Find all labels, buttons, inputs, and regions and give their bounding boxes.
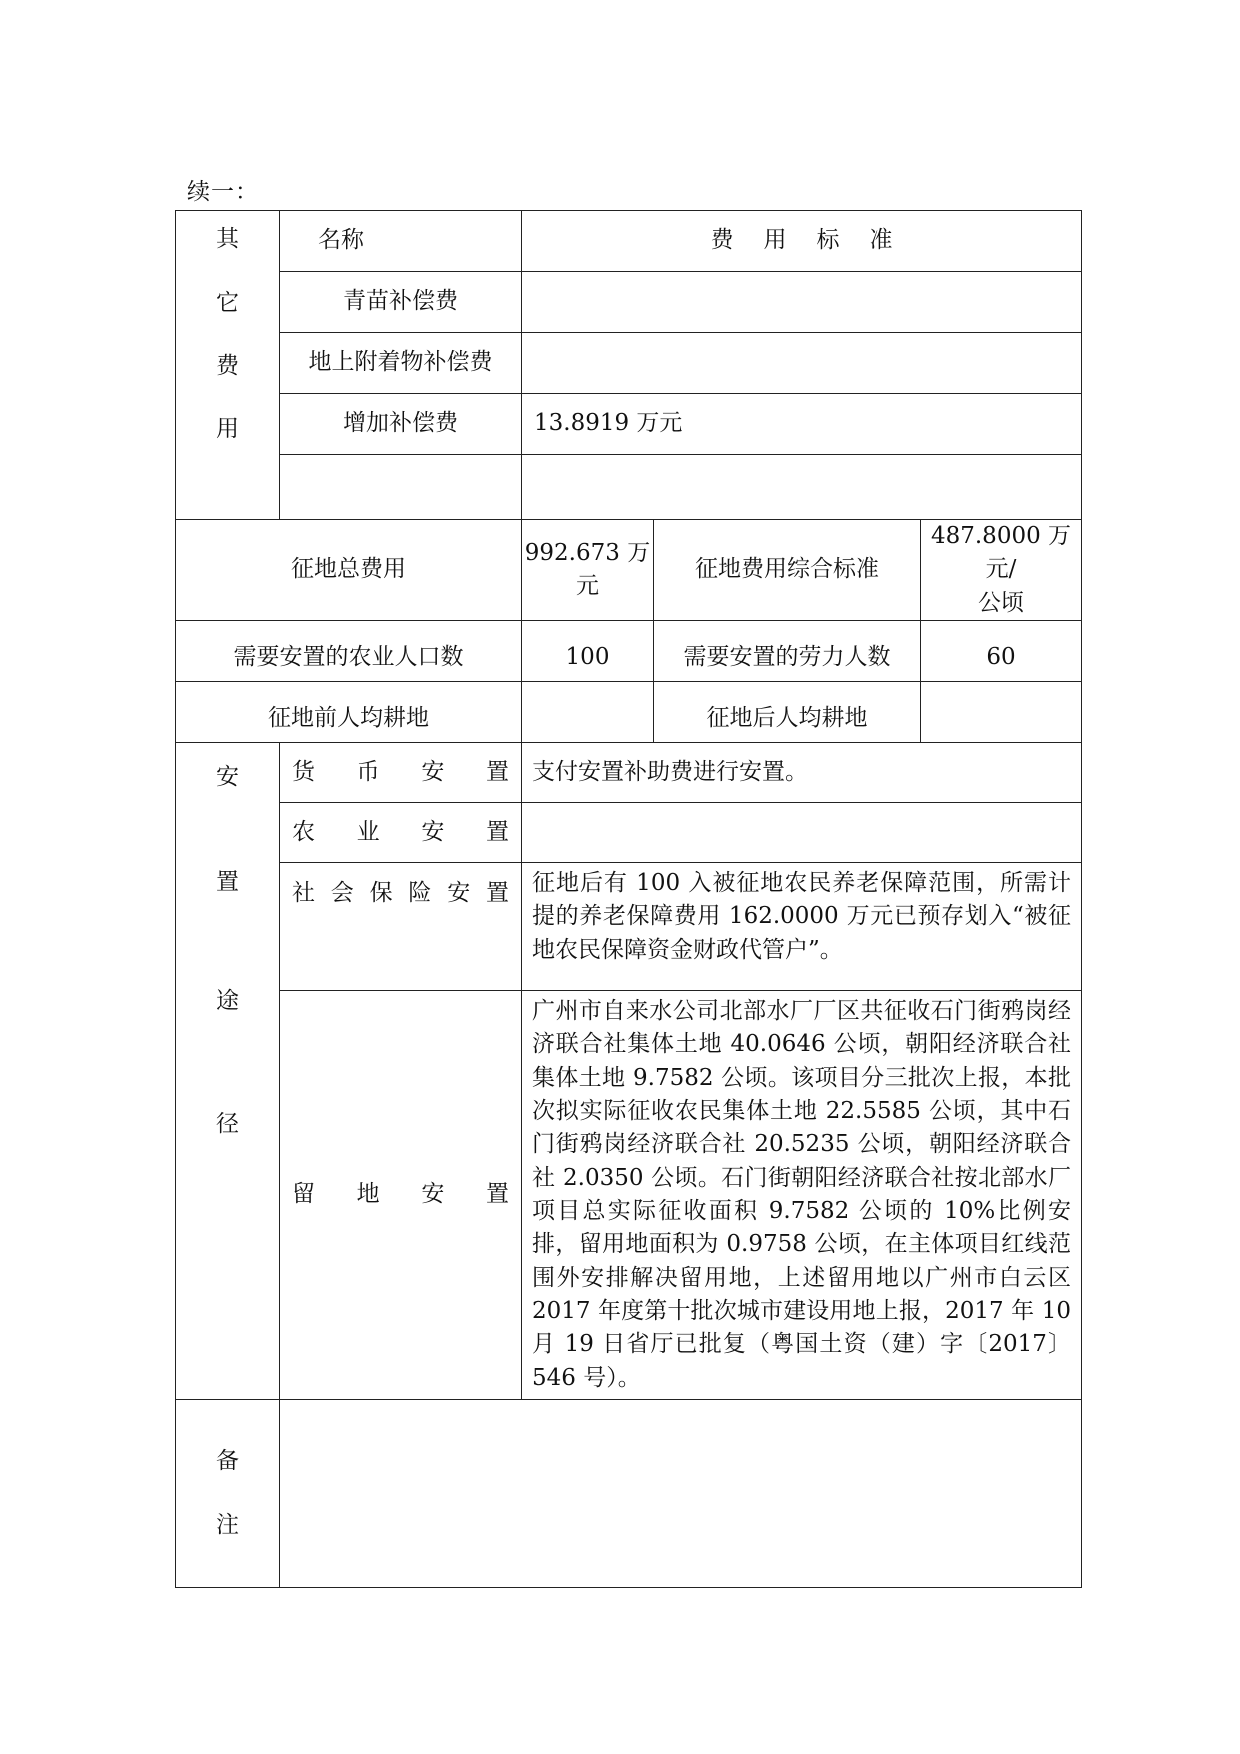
fee-value-attachments — [522, 333, 1082, 394]
resettlement-char-3: 途 — [216, 987, 239, 1014]
farmland-after-label: 征地后人均耕地 — [654, 682, 921, 743]
agricultural-char-3: 安 — [421, 818, 445, 845]
composite-standard-label: 征地费用综合标准 — [654, 520, 921, 621]
composite-standard-value-line1: 487.8000 万元/ — [930, 523, 1072, 583]
social-insurance-resettlement-text: 征地后有 100 入被征地农民养老保障范围，所需计提的养老保障费用 162.0000 万元已预存划入“被征地农民保障资金财政代管户”。 — [522, 863, 1082, 991]
labor-count-value: 60 — [921, 621, 1082, 682]
monetary-char-3: 安 — [421, 758, 445, 785]
fee-name-additional: 增加补偿费 — [280, 394, 522, 455]
resettlement-social-insurance-row — [176, 863, 1082, 991]
agricultural-char-2: 业 — [356, 818, 380, 845]
monetary-char-2: 币 — [356, 758, 380, 785]
other-fees-char-2: 它 — [216, 289, 239, 316]
land-acquisition-form-table — [175, 210, 1082, 1588]
agricultural-resettlement-text — [522, 803, 1082, 863]
resettlement-section-label — [176, 743, 280, 1400]
total-fee-value-line2: 元 — [576, 573, 599, 600]
monetary-char-1: 货 — [292, 758, 315, 785]
fee-standard-char-1: 费 — [710, 227, 734, 254]
totals-row — [176, 520, 1082, 621]
social-insurance-char-3: 保 — [369, 880, 393, 907]
agricultural-char-1: 农 — [292, 818, 315, 845]
social-insurance-char-5: 安 — [447, 880, 471, 907]
fee-name-attachments: 地上附着物补偿费 — [280, 333, 522, 394]
col-header-fee-standard — [522, 211, 1082, 272]
fee-value-additional: 13.8919 万元 — [522, 394, 1082, 455]
other-fees-header-row — [176, 211, 1082, 272]
reserved-land-resettlement-text: 广州市自来水公司北部水厂厂区共征收石门街鸦岗经济联合社集体土地 40.0646 公顷，朝阳经济联合社集体土地 9.7582 公顷。该项目分三批次上报，本批次拟实际征收农民集体土地 22.5585 公顷，其中石门街鸦岗经济联合社 20.5235 公顷，朝阳经济联合社 2.0350 公顷。石门街朝阳经济联合社按北部水厂项目总实际征收面积 9.7582 公顷的 10%比例安排，留用地面积为 0.9758 公顷，在主体项目红线范围外安排解决留用地，上述留用地以广州市白云区 2017 年度第十批次城市建设用地上报，2017 年 10 月 19 日省厅已批复（粤国土资（建）字〔2017〕546 号）。 — [522, 991, 1082, 1400]
fee-name-seedling: 青苗补偿费 — [280, 272, 522, 333]
fee-name-blank — [280, 455, 522, 520]
total-fee-value — [522, 520, 654, 621]
social-insurance-char-4: 险 — [408, 880, 432, 907]
monetary-resettlement-label — [280, 743, 522, 803]
agricultural-char-4: 置 — [485, 818, 509, 845]
farmland-row — [176, 682, 1082, 743]
social-insurance-char-2: 会 — [330, 880, 354, 907]
resettlement-reserved-land-row — [176, 991, 1082, 1400]
total-fee-value-line1: 992.673 万 — [524, 539, 651, 566]
social-insurance-resettlement-label — [280, 863, 522, 991]
monetary-resettlement-text: 支付安置补助费进行安置。 — [522, 743, 1082, 803]
other-fees-row — [176, 272, 1082, 333]
remarks-char-1: 备 — [216, 1448, 239, 1475]
labor-count-label: 需要安置的劳力人数 — [654, 621, 921, 682]
reserved-land-char-1: 留 — [292, 1181, 315, 1208]
agri-population-value: 100 — [522, 621, 654, 682]
continuation-label: 续一： — [187, 179, 259, 205]
other-fees-char-1: 其 — [216, 226, 239, 253]
remarks-section-label — [176, 1400, 280, 1588]
other-fees-char-4: 用 — [216, 416, 239, 443]
resettlement-agricultural-row — [176, 803, 1082, 863]
fee-value-seedling — [522, 272, 1082, 333]
resettlement-char-1: 安 — [216, 764, 239, 791]
agri-population-label: 需要安置的农业人口数 — [176, 621, 522, 682]
social-insurance-char-1: 社 — [292, 880, 315, 907]
fee-standard-char-3: 标 — [816, 227, 840, 254]
other-fees-row — [176, 394, 1082, 455]
reserved-land-char-2: 地 — [356, 1181, 380, 1208]
farmland-before-value — [522, 682, 654, 743]
agricultural-resettlement-label — [280, 803, 522, 863]
farmland-before-label: 征地前人均耕地 — [176, 682, 522, 743]
farmland-after-value — [921, 682, 1082, 743]
total-fee-label: 征地总费用 — [176, 520, 522, 621]
reserved-land-resettlement-label — [280, 991, 522, 1400]
remarks-text — [280, 1400, 1082, 1588]
composite-standard-value-line2: 公顷 — [978, 589, 1024, 616]
resettlement-char-4: 径 — [216, 1111, 239, 1138]
fee-value-blank — [522, 455, 1082, 520]
social-insurance-char-6: 置 — [485, 880, 509, 907]
composite-standard-value — [921, 520, 1082, 621]
monetary-char-4: 置 — [485, 758, 509, 785]
reserved-land-char-3: 安 — [421, 1181, 445, 1208]
fee-standard-char-2: 用 — [763, 227, 787, 254]
remarks-char-2: 注 — [216, 1511, 239, 1538]
resettlement-monetary-row — [176, 743, 1082, 803]
other-fees-char-3: 费 — [216, 353, 239, 379]
resettlement-char-2: 置 — [216, 869, 239, 896]
fee-standard-char-4: 准 — [869, 227, 893, 254]
other-fees-row — [176, 455, 1082, 520]
other-fees-section-label — [176, 211, 280, 520]
col-header-name: 名称 — [280, 211, 522, 272]
remarks-row — [176, 1400, 1082, 1588]
reserved-land-char-4: 置 — [485, 1181, 509, 1208]
other-fees-row — [176, 333, 1082, 394]
population-row — [176, 621, 1082, 682]
